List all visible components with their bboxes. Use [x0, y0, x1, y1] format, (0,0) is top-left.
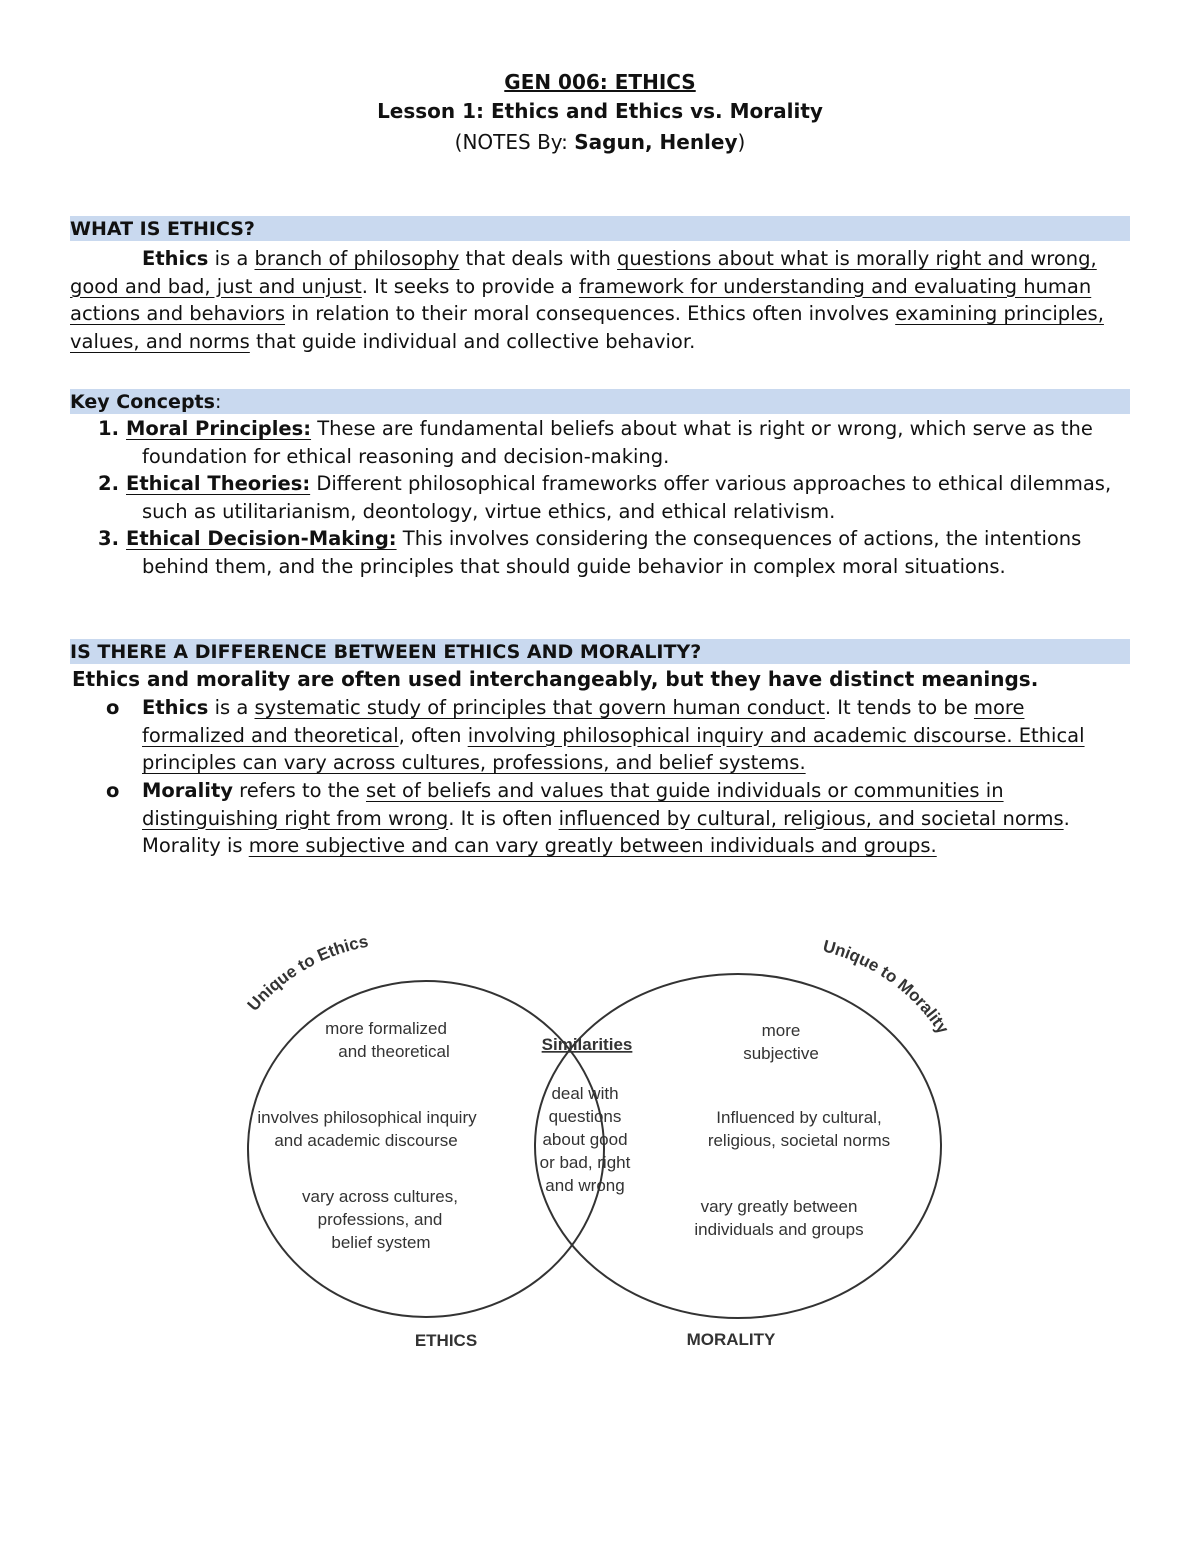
- underlined-phrase: more formalized and theoretical: [142, 696, 1025, 747]
- text-run: . Morality is: [142, 806, 1070, 857]
- venn-item-line: and theoretical: [338, 1042, 450, 1061]
- section-heading-what-is-ethics: WHAT IS ETHICS?: [70, 218, 255, 240]
- morality-items: [694, 1021, 890, 1239]
- arc-text: Unique to Ethics: [243, 931, 370, 1015]
- morality-circle-label: MORALITY: [686, 1330, 776, 1349]
- author-name: Sagun, Henley: [574, 130, 738, 154]
- author-prefix: (NOTES By:: [454, 130, 575, 154]
- key-concept-body: This involves considering the consequences of actions, the intentions behind them, and the principles that should guide behavior in complex moral situations.: [142, 527, 1082, 578]
- lesson-prefix: Lesson 1: [377, 99, 477, 123]
- underlined-phrase: more subjective and can vary greatly between individuals and groups.: [248, 834, 937, 857]
- unique-to-morality-label: [821, 936, 953, 1037]
- text-run: is a: [208, 247, 255, 270]
- underlined-phrase: questions about what is morally right and wrong, good and bad, just and unjust: [70, 247, 1097, 298]
- venn-item-line: belief system: [331, 1233, 431, 1252]
- text-run: refers to the: [232, 779, 366, 802]
- underlined-phrase: set of beliefs and values that guide individuals or communities in distinguishing right from wrong: [142, 779, 1004, 830]
- text-run: , often: [398, 723, 468, 747]
- key-concepts-label: Key Concepts: [70, 391, 215, 413]
- venn-item-line: more formalized: [325, 1019, 447, 1038]
- similarity-items: [540, 1084, 631, 1195]
- key-concept-label: Ethical Theories:: [126, 472, 311, 495]
- venn-item-line: deal with: [551, 1084, 619, 1103]
- underlined-phrase: examining principles, values, and norms: [70, 302, 1104, 353]
- underlined-phrase: framework for understanding and evaluating human actions and behaviors: [70, 274, 1092, 325]
- venn-item-line: religious, societal norms: [707, 1131, 891, 1150]
- venn-item-line: individuals and groups: [694, 1220, 864, 1239]
- key-concepts-colon: :: [214, 391, 222, 413]
- text-run: is a: [208, 696, 255, 719]
- text-run: . It tends to be: [824, 696, 974, 719]
- venn-item-line: vary across cultures,: [302, 1187, 458, 1206]
- venn-item-line: about good: [542, 1130, 628, 1149]
- text-run: that deals with: [459, 247, 618, 270]
- author-suffix: ): [737, 130, 746, 154]
- venn-item-line: and academic discourse: [274, 1131, 458, 1150]
- underlined-phrase: involving philosophical inquiry and academic discourse. Ethical principles can vary across cultures, professions, and belief systems.: [142, 723, 1085, 774]
- key-concept-number: 2.: [98, 472, 119, 495]
- bullet-marker: o: [106, 696, 120, 719]
- term-ethics: Ethics: [142, 247, 209, 270]
- similarities-title: Similarities: [541, 1035, 633, 1054]
- text-run: that guide individual and collective behavior.: [249, 329, 696, 353]
- section-heading-difference: IS THERE A DIFFERENCE BETWEEN ETHICS AND MORALITY?: [70, 641, 702, 663]
- key-concept-label: Moral Principles:: [126, 417, 312, 440]
- venn-item-line: and wrong: [545, 1176, 625, 1195]
- term-morality: Morality: [142, 779, 233, 802]
- bullet-marker: o: [106, 779, 120, 802]
- venn-item-line: involves philosophical inquiry: [257, 1108, 477, 1127]
- venn-item-line: Influenced by cultural,: [716, 1108, 882, 1127]
- underlined-phrase: systematic study of principles that govern human conduct: [254, 696, 825, 719]
- term-ethics: Ethics: [142, 696, 209, 719]
- text-run: . It is often: [448, 806, 559, 830]
- underlined-phrase: influenced by cultural, religious, and societal norms: [558, 806, 1064, 830]
- venn-item-line: more: [761, 1021, 801, 1040]
- unique-to-ethics-label: [244, 932, 370, 1015]
- difference-lead-sentence: Ethics and morality are often used interchangeably, but they have distinct meanings.: [72, 667, 1039, 691]
- ethics-items: [257, 1019, 477, 1252]
- key-concept-body: These are fundamental beliefs about what is right or wrong, which serve as the foundation for ethical reasoning and decision-making.: [142, 417, 1093, 468]
- ethics-circle-label: ETHICS: [414, 1331, 478, 1350]
- arc-text: Unique to Morality: [820, 936, 953, 1038]
- venn-item-line: questions: [548, 1107, 622, 1126]
- venn-item-line: subjective: [743, 1044, 819, 1063]
- key-concept-body: Different philosophical frameworks offer various approaches to ethical dilemmas, such as utilitarianism, deontology, virtue ethics, and ethical relativism.: [142, 472, 1112, 523]
- key-concept-label: Ethical Decision-Making:: [126, 527, 397, 550]
- venn-item-line: or bad, right: [539, 1153, 631, 1172]
- course-title: GEN 006: ETHICS: [504, 70, 696, 94]
- key-concept-number: 1.: [98, 417, 119, 440]
- venn-item-line: professions, and: [317, 1210, 443, 1229]
- underlined-phrase: branch of philosophy: [254, 247, 460, 270]
- text-run: . It seeks to provide a: [361, 274, 579, 298]
- text-run: in relation to their moral consequences. Ethics often involves: [285, 302, 896, 325]
- lesson-name: : Ethics and Ethics vs. Morality: [476, 99, 823, 123]
- key-concept-number: 3.: [98, 527, 119, 550]
- venn-item-line: vary greatly between: [700, 1197, 858, 1216]
